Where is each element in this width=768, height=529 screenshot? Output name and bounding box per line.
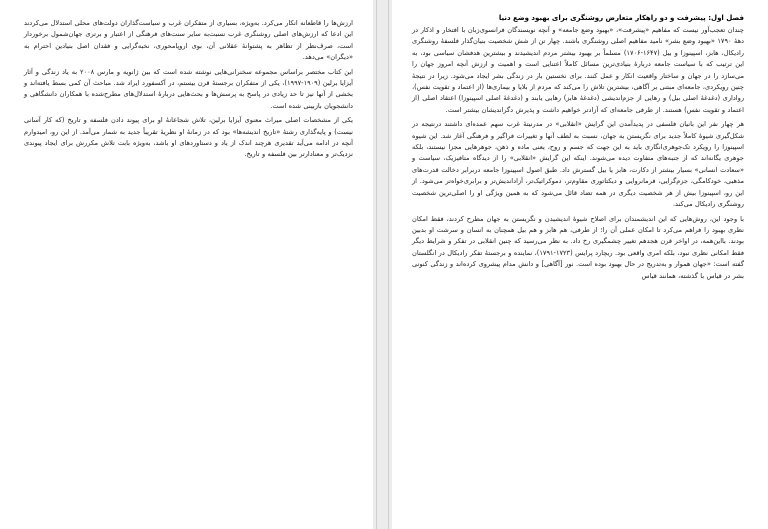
left-page [0,0,373,529]
left-paragraph-2: این کتاب مختصر براساس مجموعه سخنرانی‌هایی نوشته شده است که بین ژانویه و مارس ۲۰۰۸ به یاد زندگی و آثار آیزایا برلین (۱۹۰۹-۱۹۹۷)، یکی از متفکران برجستهٔ قرن بیستم، در آکسفورد ایراد شد. مباحث آن کمی بسط یافته‌اند و بخشی از آنها نیز تا حد زیادی در پاسخ به پرسش‌ها و بحث‌هایی دربارهٔ استدلال‌های مطرح‌شده با همکاران دانشگاهی و دانشجویان بازبینی شده است. [24,67,353,110]
right-paragraph-2: هر چهار نفر این بانیان فلسفی در پدیدآمدن این گرایش «انقلابی» در مدرنیتهٔ غرب سهم عمده‌ای داشتند درنتیجه در شکل‌گیری شیوهٔ کاملاً جدید برای نگریستن به جهان، نسبت به لطف آنها و تغییرات فراگیر و فرهنگی آغاز شد. این شیوه اسپینوزا را رویکرد تک‌جوهری‌انگاری باید به این جهت که جسم و روح، یعنی ماده و ذهن، جوهرهایی مجزا نیستند، بلکه جوهری یگانه‌اند که از جنبه‌های متفاوت دیده می‌شوند. اینکه این گرایش «انقلابی» را از دیدگاه متافیزیک، سیاست و «سعادت انسانی» بسیار بیشتر از دکارت، هابز یا بیل گسترش داد. طبق اصول اسپینوزا جامعه دربرابر دخالت قدرت‌های مذهبی، خودکامگی، جزم‌گرایی، فرمانروایی و دیکتاتوری مقاوم‌تر، دموکراتیک‌تر، آزاداندیش‌تر و برابری‌خواه‌تر می‌شود. از این رو، اسپینوزا بیش از هر شخصیت دیگری در همه تضاد قائل می‌شود که به همین ویژگی او را اصلی‌ترین شخصیت روشنگری رادیکال می‌کند. [412,120,744,209]
right-page [392,0,768,529]
left-paragraph-3: یکی از مشخصات اصلی میراث معنوی آیزایا برلین، تلاش شجاعانهٔ او برای پیوند دادن فلسفه و تاریخ (که کار آسانی نیست) و پایه‌گذاری رشتهٔ «تاریخ اندیشه‌ها» بود که در زمانهٔ او نظریهٔ تقریباً جدید به شمار می‌آمد. از این رو، امیدوارم آنچه در ادامه می‌آید تقدیری هرچند اندک از یاد و دستاوردهای او باشد، به‌ویژه بابت تلاش مکررش برای ایجاد پیوندی نزدیک‌تر و معنادارتر بین فلسفه و تاریخ. [24,116,353,159]
left-paragraph-1: ارزش‌ها را قاطعانه انکار می‌کرد. به‌ویژه، بسیاری از متفکران غرب و سیاست‌گذاران دولت‌های محلی استدلال می‌کردند این ادعا که ارزش‌های اصلی روشنگری غرب نسبت‌به سایر سنت‌های فرهنگی از اعتبار و برتری جهان‌شمول برخوردار است، صرف‌نظر از تظاهر به پشتوانهٔ عقلانی آن، بوی اروپامحوری، نخبه‌گرایی و فقدان اصل بنیادین احترام به «دیگران» می‌دهد. [24,19,353,62]
page-gutter [373,0,392,529]
chapter-heading: فصل اول: پیشرفت و دو راهکار متعارض روشنگری برای بهبود وضع دنیا [498,14,744,22]
right-paragraph-1: چندان تعجب‌آور نیست که مفاهیم «پیشرفت»، «بهبود وضع جامعه» و آنچه نویسندگان فرانسوی‌زبان با افتخار و اذکار در دههٔ ۱۷۹۰ «بهبود وضع بشر» نامید مفاهیم اصلی روشنگری باشند. چهار تن از شش شخصیت بنیان‌گذار فلسفهٔ روشنگری رادیکال، هابز، اسپینوزا و بیل (۱۶۴۷-۱۷۰۶) مسلماً بر بهبود بیشتر مردم اندیشیدند و بیشترین هدفشان سیاسی بود، به این ترتیب که با سیاست جامعه دربارهٔ بنیادی‌ترین مسائل کاملاً اعتنایی است و اهمیت و ارزش آنچه امروز جهان را می‌سازد را در جهان و ساختار واقعیت انکار و عمل کنند. برای نخستین بار در زندگی بشر ایجاد می‌شود. زیرا در نتیجهٔ چنین رویکردی، جامعه‌ای مبتنی بر آگاهی، بیشترین تلاش را می‌کند که مردم از بلایا و بیماری‌ها (از اعتماد و تقویت نفس)، رواداری (دغدغهٔ اصلی بیل) و رهایی از جزم‌اندیشی (دغدغهٔ هابز) رهایی یابند و (دغدغهٔ اصلی اسپینوزا) اعتقاد اصلی (از اعتماد و تقویت نفس) هستند. از طرفی جامعه‌ای که آزادتر خواهیم داشت و پذیرش دگراندیشان بیشتر است. [412,26,744,114]
right-paragraph-3: با وجود این، روش‌هایی که این اندیشمندان برای اصلاح شیوهٔ اندیشیدن و نگریستن به جهان مطرح کردند، فقط امکان نظری بهبود را فراهم می‌کرد تا امکان عملی آن را؛ از طرفی، هم هابز و هم بیل همچنان به انسان و سرشت او بدبین بودند. بااین‌همه، در اواخر قرن هجدهم تغییر چشمگیری رخ داد. به نظر می‌رسید که چنین انقلابی در تفکر و شرایط دیگر فقط امکانی نظری نبود، بلکه امری واقعی بود. ریچارد پرایس (۱۷۲۳-۱۷۹۱)، نماینده و برجستهٔ تفکر رادیکال در انگلستان گفته است: «جهان هموار و به‌تدریج در حال بهبود بوده است. نور [آگاهی] و دانش مدام پیشروی کرده‌اند و زندگی کنونی بشر در قیاس با گذشته، همانند قیاس [412,214,744,280]
